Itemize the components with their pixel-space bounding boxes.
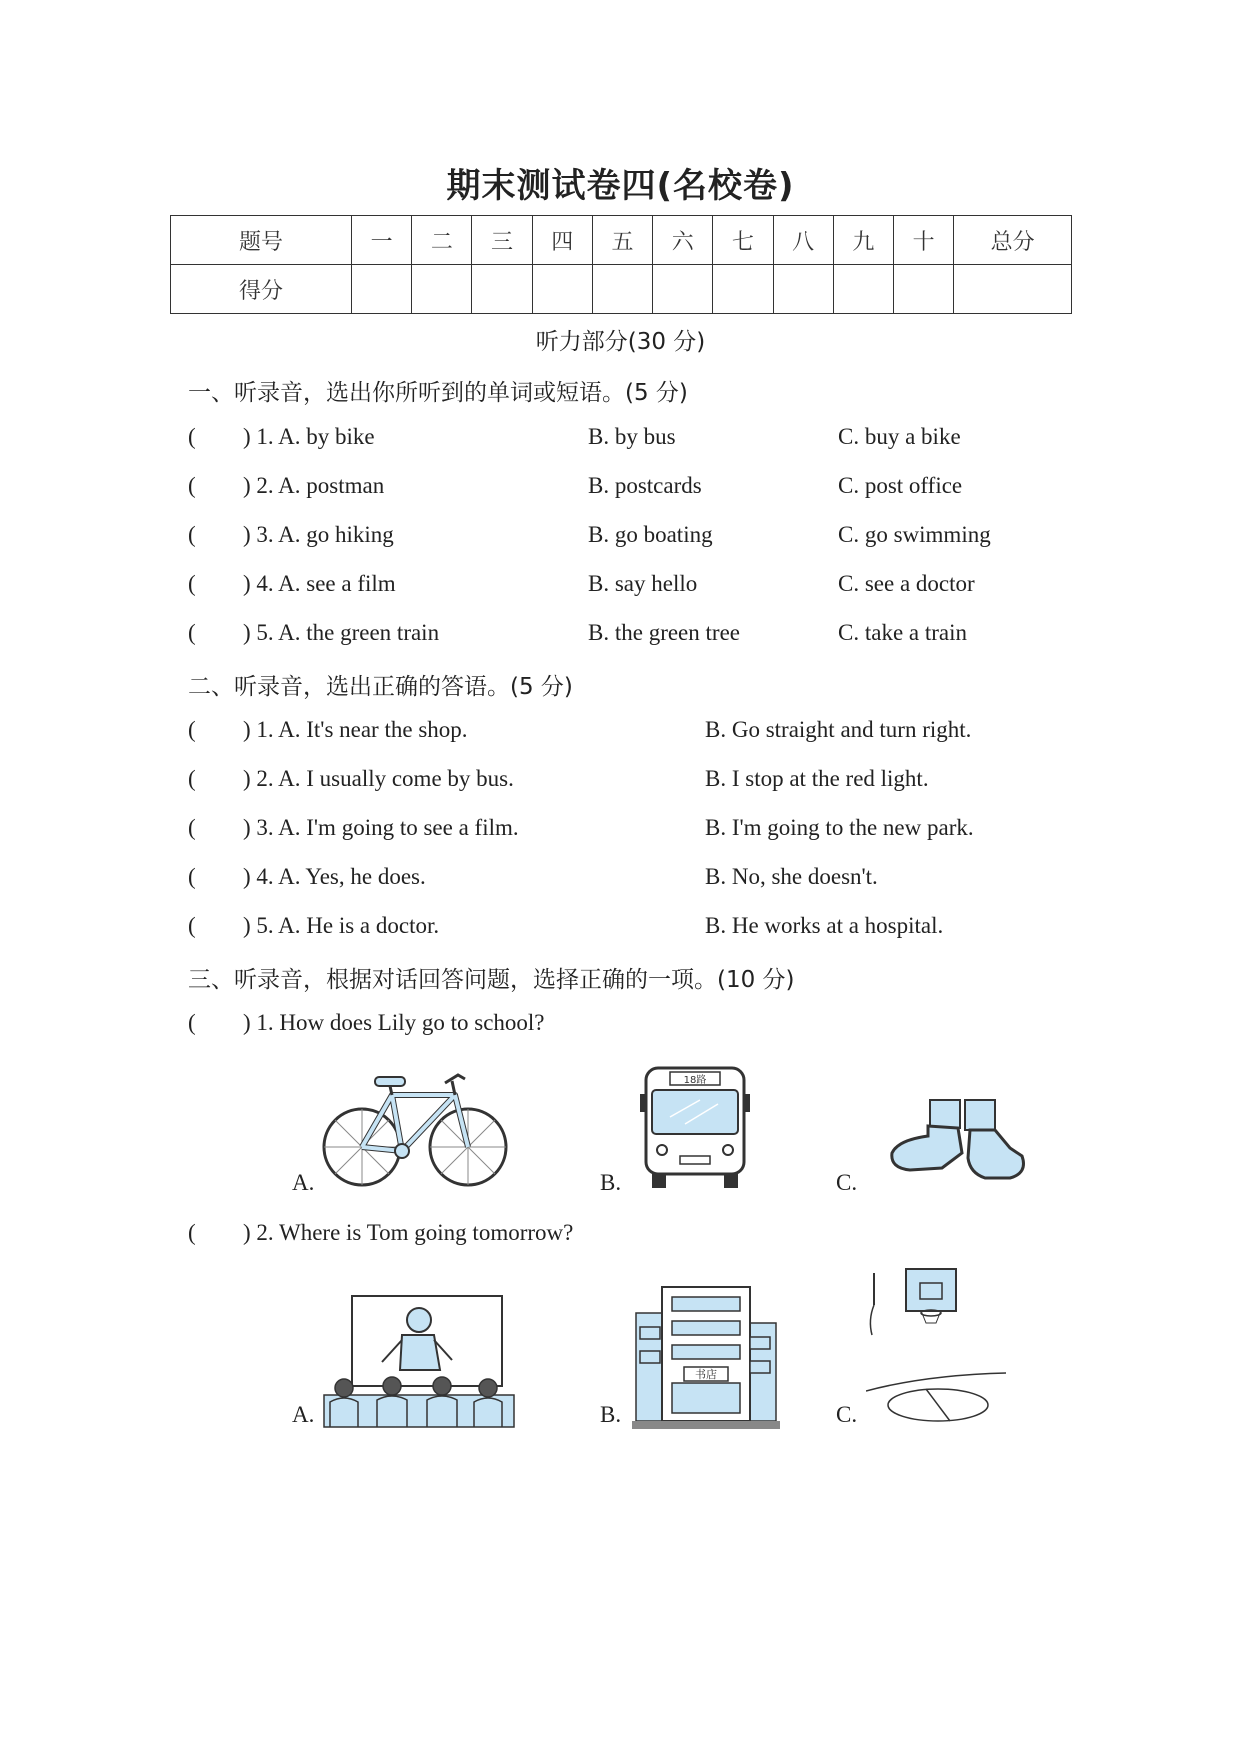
score-header-cell: 十 [893, 216, 953, 265]
score-table-score-row [171, 265, 1072, 314]
score-header-cell: 四 [532, 216, 592, 265]
score-header-cell: 六 [653, 216, 713, 265]
section1-item [188, 473, 1088, 507]
option-b: B. I stop at the red light. [705, 766, 929, 791]
option-a: ) 4. A. Yes, he does. [243, 864, 426, 889]
picture-label-b: B. [600, 1170, 622, 1195]
score-cell[interactable] [653, 265, 713, 314]
picture-label-a: A. [292, 1402, 315, 1427]
answer-paren: ( [188, 815, 196, 840]
score-cell[interactable] [592, 265, 652, 314]
section3-heading: 三、听录音，根据对话回答问题，选择正确的一项。(10 分) [188, 967, 795, 993]
score-header-cell: 总分 [954, 216, 1072, 265]
picture-label-b: B. [600, 1402, 622, 1427]
score-header-cell: 三 [472, 216, 532, 265]
option-c: C. buy a bike [838, 424, 961, 449]
bus-image[interactable] [640, 1062, 750, 1190]
score-header-cell: 五 [592, 216, 652, 265]
section3-question [188, 1010, 1088, 1044]
score-cell[interactable] [713, 265, 773, 314]
section2-item [188, 913, 1088, 947]
section2-item [188, 717, 1088, 751]
section1-item [188, 522, 1088, 556]
score-header-cell: 七 [713, 216, 773, 265]
score-cell[interactable] [352, 265, 412, 314]
score-header-cell: 二 [412, 216, 472, 265]
answer-paren: ( [188, 717, 196, 742]
option-b: B. the green tree [588, 620, 740, 645]
question-text: ) 1. How does Lily go to school? [243, 1010, 545, 1035]
section2-item [188, 766, 1088, 800]
option-a: ) 5. A. the green train [243, 620, 440, 645]
option-b: B. He works at a hospital. [705, 913, 944, 938]
section2-item [188, 864, 1088, 898]
section1-item [188, 571, 1088, 605]
option-c: C. post office [838, 473, 963, 498]
option-a: ) 3. A. I'm going to see a film. [243, 815, 519, 840]
answer-paren: ( [188, 473, 196, 498]
part-title: 听力部分(30 分) [535, 329, 706, 355]
walking-feet-image[interactable] [870, 1098, 1030, 1188]
option-b: B. No, she doesn't. [705, 864, 878, 889]
option-a: ) 1. A. by bike [243, 424, 375, 449]
option-a: ) 4. A. see a film [243, 571, 396, 596]
option-a: ) 2. A. I usually come by bus. [243, 766, 514, 791]
option-a: ) 3. A. go hiking [243, 522, 394, 547]
option-b: B. by bus [588, 424, 676, 449]
answer-paren: ( [188, 1220, 196, 1245]
section1-item [188, 620, 1088, 654]
option-c: C. see a doctor [838, 571, 975, 596]
score-header-cell: 九 [833, 216, 893, 265]
score-cell[interactable] [893, 265, 953, 314]
score-cell[interactable] [833, 265, 893, 314]
score-header-cell: 八 [773, 216, 833, 265]
answer-paren: ( [188, 424, 196, 449]
option-b: B. postcards [588, 473, 702, 498]
answer-paren: ( [188, 766, 196, 791]
score-cell[interactable] [954, 265, 1072, 314]
answer-paren: ( [188, 571, 196, 596]
bus-sign: 18路 [683, 1075, 707, 1086]
score-header-cell: 题号 [171, 216, 352, 265]
option-b: B. Go straight and turn right. [705, 717, 972, 742]
option-b: B. I'm going to the new park. [705, 815, 974, 840]
basketball-court-image[interactable] [866, 1265, 1016, 1425]
score-cell[interactable] [412, 265, 472, 314]
cinema-image[interactable] [322, 1290, 517, 1430]
option-a: ) 1. A. It's near the shop. [243, 717, 468, 742]
section2-heading: 二、听录音，选出正确的答语。(5 分) [188, 674, 573, 700]
score-cell[interactable] [472, 265, 532, 314]
section2-item [188, 815, 1088, 849]
answer-paren: ( [188, 864, 196, 889]
page-title: 期末测试卷四(名校卷) [446, 166, 795, 206]
section1-item [188, 424, 1088, 458]
section3-question [188, 1220, 1088, 1254]
option-b: B. go boating [588, 522, 713, 547]
question-text: ) 2. Where is Tom going tomorrow? [243, 1220, 574, 1245]
score-cell[interactable] [773, 265, 833, 314]
score-table [170, 215, 1072, 314]
option-c: C. take a train [838, 620, 968, 645]
bicycle-image[interactable] [320, 1065, 510, 1190]
picture-label-c: C. [836, 1170, 858, 1195]
picture-label-a: A. [292, 1170, 315, 1195]
answer-paren: ( [188, 620, 196, 645]
bookstore-image[interactable] [632, 1283, 780, 1431]
section1-heading: 一、听录音，选出你所听到的单词或短语。(5 分) [188, 380, 688, 406]
picture-label-c: C. [836, 1402, 858, 1427]
shop-sign: 书店 [695, 1368, 717, 1381]
score-row-label: 得分 [171, 265, 352, 314]
score-cell[interactable] [532, 265, 592, 314]
option-c: C. go swimming [838, 522, 991, 547]
answer-paren: ( [188, 1010, 196, 1035]
option-a: ) 5. A. He is a doctor. [243, 913, 440, 938]
answer-paren: ( [188, 522, 196, 547]
score-table-header-row [171, 216, 1072, 265]
option-a: ) 2. A. postman [243, 473, 385, 498]
option-b: B. say hello [588, 571, 698, 596]
answer-paren: ( [188, 913, 196, 938]
score-header-cell: 一 [352, 216, 412, 265]
